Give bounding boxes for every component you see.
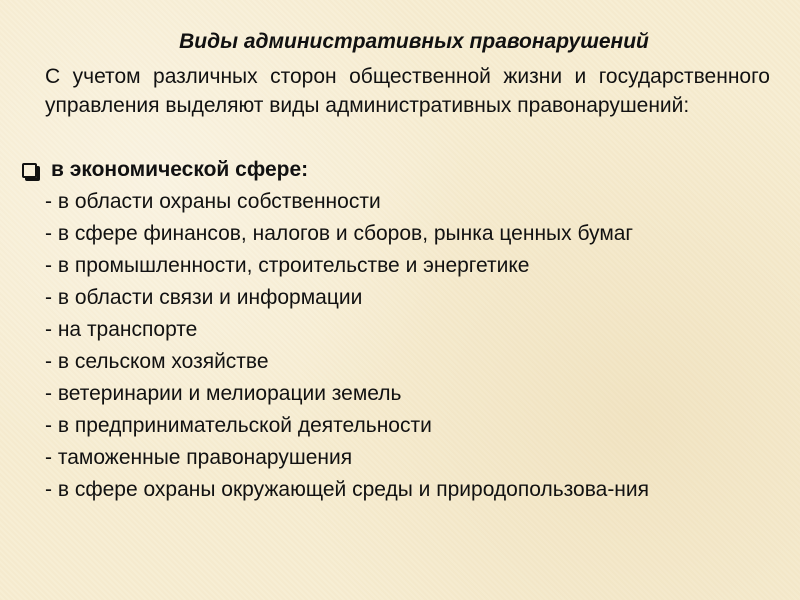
slide-title: Виды административных правонарушений [179, 30, 649, 53]
list-item: - таможенные правонарушения [45, 446, 353, 469]
intro-paragraph: С учетом различных сторон общественной жизни и государственного управления выделяют виды административных правонарушений: [45, 65, 770, 117]
list-item: - в области связи и информации [45, 286, 363, 309]
list-item: - в сфере финансов, налогов и сборов, рынка ценных бумаг [45, 222, 634, 245]
list-item: - в сфере охраны окружающей среды и природопользова-ния [45, 478, 650, 501]
category-label: в экономической сфере: [51, 158, 309, 181]
list-item: - в сельском хозяйстве [45, 350, 269, 373]
checkbox-bullet-icon [22, 163, 37, 178]
list-item: - в области охраны собственности [45, 190, 381, 213]
category-heading [22, 155, 308, 184]
list-item: - в предпринимательской деятельности [45, 414, 432, 437]
list-item: - на транспорте [45, 318, 198, 341]
list-item: - в промышленности, строительстве и энергетике [45, 254, 530, 277]
violation-list [45, 187, 770, 507]
list-item: - ветеринарии и мелиорации земель [45, 382, 402, 405]
